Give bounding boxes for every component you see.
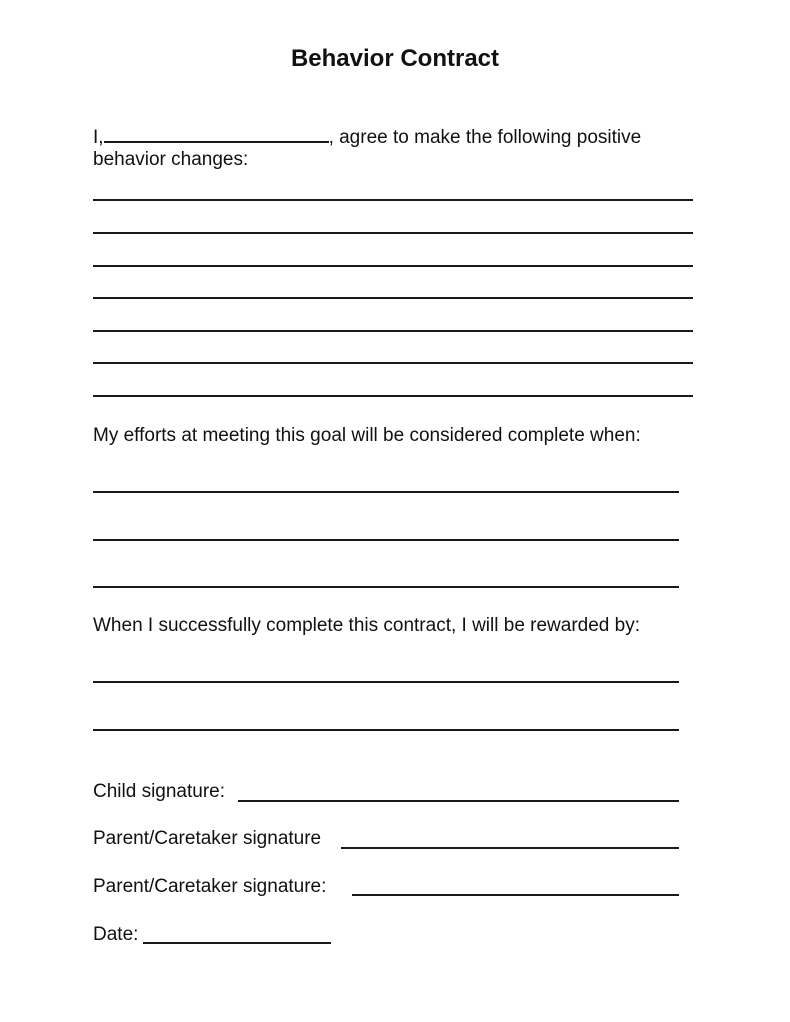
goal-line-1[interactable] [93, 491, 679, 493]
goal-line-2[interactable] [93, 539, 679, 541]
parent-signature-2-label: Parent/Caretaker signature: [93, 876, 327, 897]
behavior-line-2[interactable] [93, 232, 693, 234]
goal-line-3[interactable] [93, 586, 679, 588]
child-signature-label: Child signature: [93, 781, 226, 802]
page-title: Behavior Contract [290, 45, 500, 72]
parent-signature-1-line[interactable] [341, 847, 679, 849]
behavior-line-7[interactable] [93, 395, 693, 397]
date-line[interactable] [143, 942, 331, 944]
name-field[interactable] [104, 125, 329, 143]
behavior-line-6[interactable] [93, 362, 693, 364]
intro-suffix: , agree to make the following positive [328, 127, 642, 148]
behavior-line-3[interactable] [93, 265, 693, 267]
intro-line [93, 125, 641, 149]
intro-line-2: behavior changes: [93, 149, 249, 170]
behavior-line-5[interactable] [93, 330, 693, 332]
parent-signature-2-line[interactable] [352, 894, 679, 896]
behavior-line-1[interactable] [93, 199, 693, 201]
parent-signature-1-label: Parent/Caretaker signature [93, 828, 322, 849]
reward-line-1[interactable] [93, 681, 679, 683]
goal-label: My efforts at meeting this goal will be considered complete when: [93, 425, 641, 446]
behavior-line-4[interactable] [93, 297, 693, 299]
reward-label: When I successfully complete this contract, I will be rewarded by: [93, 615, 641, 636]
child-signature-line[interactable] [238, 800, 679, 802]
reward-line-2[interactable] [93, 729, 679, 731]
date-label: Date: [93, 924, 139, 945]
intro-prefix: I, [93, 127, 104, 148]
